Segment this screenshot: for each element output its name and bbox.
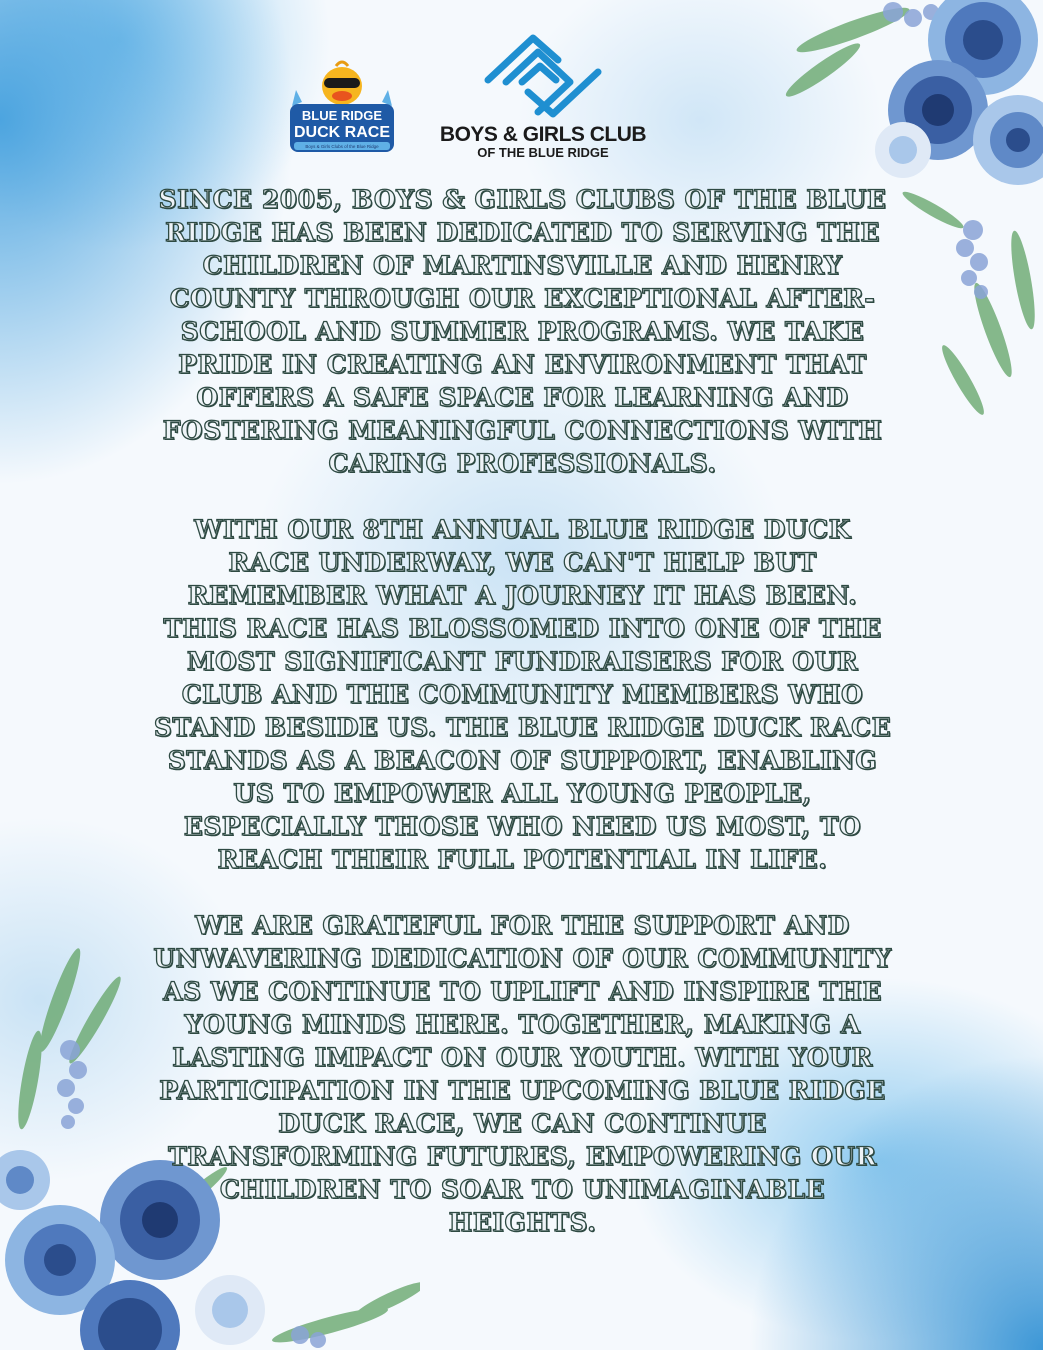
duck-logo-icon [286,56,398,156]
letter-paragraph-2: WITH OUR 8TH ANNUAL BLUE RIDGE DUCK RACE UNDERWAY, WE CAN'T HELP BUT REMEMBER WHAT A JOURNEY IT HAS BEEN. THIS RACE HAS BLOSSOMED INTO ONE OF THE MOST SIGNIFICANT FUNDRAISERS FOR OUR CLUB AND THE COMMUNITY MEMBERS WHO STAND BESIDE US. THE BLUE RIDGE DUCK RACE STANDS AS A BEACON OF SUPPORT, ENABLING US TO EMPOWER ALL YOUNG PEOPLE, ESPECIALLY THOSE WHO NEED US MOST, TO REACH THEIR FULL POTENTIAL IN LIFE. [153,515,892,874]
duck-logo-line2: DUCK RACE [294,124,390,141]
boys-girls-club-logo [418,30,668,170]
letter-body [150,183,895,1272]
bgc-hands-icon [478,30,608,122]
bgc-subtitle: OF THE BLUE RIDGE [477,145,609,160]
letter-paragraph-3: WE ARE GRATEFUL FOR THE SUPPORT AND UNWAVERING DEDICATION OF OUR COMMUNITY AS WE CONTINUE TO UPLIFT AND INSPIRE THE YOUNG MINDS HERE. TOGETHER, MAKING A LASTING IMPACT ON OUR YOUTH. WITH YOUR PARTICIPATION IN THE UPCOMING BLUE RIDGE DUCK RACE, WE CAN CONTINUE TRANSFORMING FUTURES, EMPOWERING OUR CHILDREN TO SOAR TO UNIMAGINABLE HEIGHTS. [153,911,892,1237]
duck-race-logo [286,56,398,156]
duck-logo-line1: BLUE RIDGE [301,108,383,123]
bgc-name: BOYS & GIRLS CLUB [439,123,647,146]
letter-paragraph-1: SINCE 2005, BOYS & GIRLS CLUBS OF THE BLUE RIDGE HAS BEEN DEDICATED TO SERVING THE CHILDREN OF MARTINSVILLE AND HENRY COUNTY THROUGH OUR EXCEPTIONAL AFTER-SCHOOL AND SUMMER PROGRAMS. WE TAKE PRIDE IN CREATING AN ENVIRONMENT THAT OFFERS A SAFE SPACE FOR LEARNING AND FOSTERING MEANINGFUL CONNECTIONS WITH CARING PROFESSIONALS. [158,185,887,478]
duck-logo-tagline: Boys & Girls Clubs of the Blue Ridge [305,144,379,149]
